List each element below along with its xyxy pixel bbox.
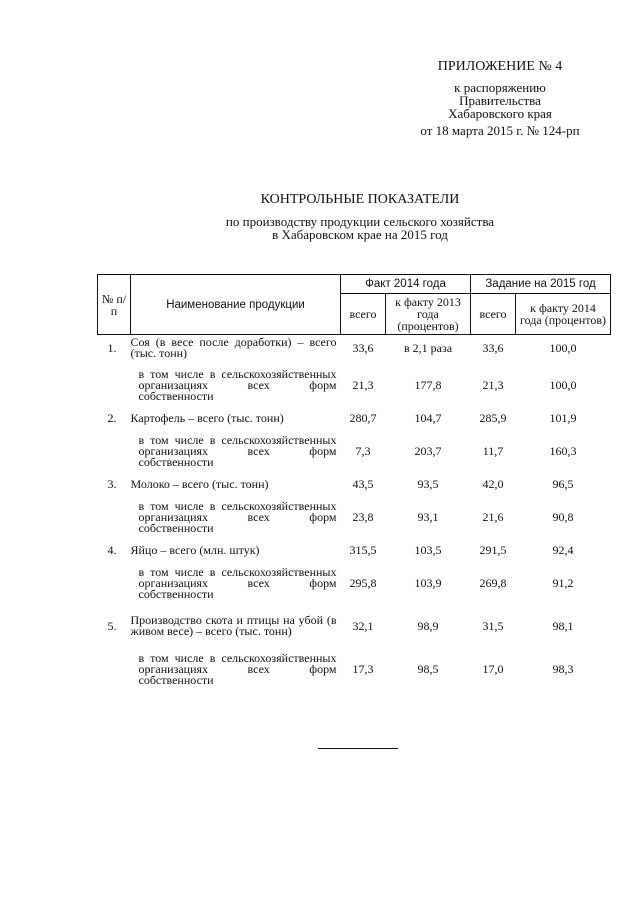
- table-row: [98, 335, 611, 362]
- row-name: Картофель – всего (тыс. тонн): [130, 410, 284, 425]
- row-name: Производство скота и птицы на убой (в живом весе) – всего (тыс. тонн): [130, 613, 337, 638]
- row-fact-total: 315,5: [349, 542, 377, 557]
- document-title: КОНТРОЛЬНЫЕ ПОКАЗАТЕЛИ: [260, 192, 460, 207]
- row-plan-pct: 91,2: [552, 575, 574, 590]
- row-fact-total: 33,6: [352, 340, 374, 355]
- table-row: [98, 541, 611, 559]
- row-fact-total: 32,1: [352, 618, 374, 633]
- table-body: [98, 335, 611, 694]
- row-plan-total: 21,6: [482, 509, 504, 524]
- row-fact-total: 295,8: [349, 575, 377, 590]
- header-plan-total: всего: [471, 294, 516, 335]
- row-name: в том числе в сельскохозяйственных организациях всех форм собственности: [138, 564, 337, 601]
- document-subtitle-1: по производству продукции сельского хозяйства: [225, 214, 495, 229]
- table-row: [98, 607, 611, 645]
- header-fact-pct: к факту 2013 года (процентов): [386, 294, 471, 335]
- row-fact-total: 23,8: [352, 509, 374, 524]
- header-name: Наименование продукции: [131, 275, 341, 335]
- row-fact-total: 21,3: [352, 377, 374, 392]
- row-plan-pct: 100,0: [549, 377, 577, 392]
- indicators-table: [97, 274, 611, 693]
- row-plan-pct: 96,5: [552, 476, 574, 491]
- closing-rule: [318, 748, 398, 749]
- appendix-line-2: Правительства: [459, 93, 541, 108]
- table-row: [98, 559, 611, 607]
- row-plan-pct: 90,8: [552, 509, 574, 524]
- table-header: [98, 275, 611, 335]
- row-num: [98, 559, 131, 607]
- row-fact-pct: 103,9: [414, 575, 442, 590]
- row-plan-total: 285,9: [479, 410, 507, 425]
- row-fact-pct: 93,5: [417, 476, 439, 491]
- row-name: Соя (в весе после доработки) – всего (тыс. тонн): [130, 335, 337, 360]
- row-num: [98, 493, 131, 541]
- appendix-line-1: к распоряжению: [454, 80, 546, 95]
- row-fact-total: 280,7: [349, 410, 377, 425]
- table-row: [98, 361, 611, 409]
- table-row: [98, 409, 611, 427]
- row-name: в том числе в сельскохозяйственных организациях всех форм собственности: [138, 498, 337, 535]
- row-fact-pct: 203,7: [414, 443, 442, 458]
- row-fact-pct: 177,8: [414, 377, 442, 392]
- row-num: [98, 645, 131, 693]
- row-num: 1.: [107, 340, 117, 355]
- row-num: 4.: [107, 542, 117, 557]
- appendix-date: от 18 марта 2015 г. № 124-рп: [420, 123, 580, 138]
- row-num: [98, 361, 131, 409]
- header-plan-pct: к факту 2014 года (процентов): [516, 294, 611, 335]
- row-name: в том числе в сельскохозяйственных организациях всех форм собственности: [138, 366, 337, 403]
- row-num: 2.: [107, 410, 117, 425]
- row-plan-pct: 92,4: [552, 542, 574, 557]
- appendix-block: [380, 58, 620, 139]
- row-fact-pct: 98,9: [417, 618, 439, 633]
- row-plan-total: 269,8: [479, 575, 507, 590]
- appendix-title: ПРИЛОЖЕНИЕ № 4: [437, 59, 563, 74]
- table-row: [98, 645, 611, 693]
- row-name: в том числе в сельскохозяйственных организациях всех форм собственности: [138, 650, 337, 687]
- row-plan-total: 31,5: [482, 618, 504, 633]
- row-fact-pct: 103,5: [414, 542, 442, 557]
- row-fact-pct: в 2,1 раза: [403, 340, 453, 355]
- table-row: [98, 475, 611, 493]
- header-plan: Задание на 2015 год: [471, 275, 611, 294]
- row-plan-total: 42,0: [482, 476, 504, 491]
- table-row: [98, 493, 611, 541]
- row-plan-total: 17,0: [482, 661, 504, 676]
- header-fact: Факт 2014 года: [341, 275, 471, 294]
- row-fact-total: 43,5: [352, 476, 374, 491]
- row-name: Молоко – всего (тыс. тонн): [130, 476, 269, 491]
- row-plan-pct: 160,3: [549, 443, 577, 458]
- row-plan-total: 21,3: [482, 377, 504, 392]
- row-num: [98, 427, 131, 475]
- row-num: 3.: [107, 476, 117, 491]
- row-plan-pct: 100,0: [549, 340, 577, 355]
- row-fact-total: 17,3: [352, 661, 374, 676]
- document-heading: [120, 191, 600, 241]
- row-plan-pct: 101,9: [549, 410, 577, 425]
- table-row: [98, 427, 611, 475]
- row-name: в том числе в сельскохозяйственных организациях всех форм собственности: [138, 432, 337, 469]
- document-subtitle-2: в Хабаровском крае на 2015 год: [272, 227, 448, 242]
- row-fact-pct: 98,5: [417, 661, 439, 676]
- row-plan-total: 11,7: [482, 443, 504, 458]
- row-plan-total: 33,6: [482, 340, 504, 355]
- row-plan-total: 291,5: [479, 542, 507, 557]
- row-plan-pct: 98,3: [552, 661, 574, 676]
- row-plan-pct: 98,1: [552, 618, 574, 633]
- row-fact-pct: 104,7: [414, 410, 442, 425]
- row-fact-pct: 93,1: [417, 509, 439, 524]
- header-num: № п/п: [98, 275, 131, 335]
- row-name: Яйцо – всего (млн. штук): [130, 542, 260, 557]
- row-num: 5.: [107, 618, 117, 633]
- row-fact-total: 7,3: [355, 443, 371, 458]
- header-fact-total: всего: [341, 294, 386, 335]
- appendix-line-3: Хабаровского края: [448, 106, 552, 121]
